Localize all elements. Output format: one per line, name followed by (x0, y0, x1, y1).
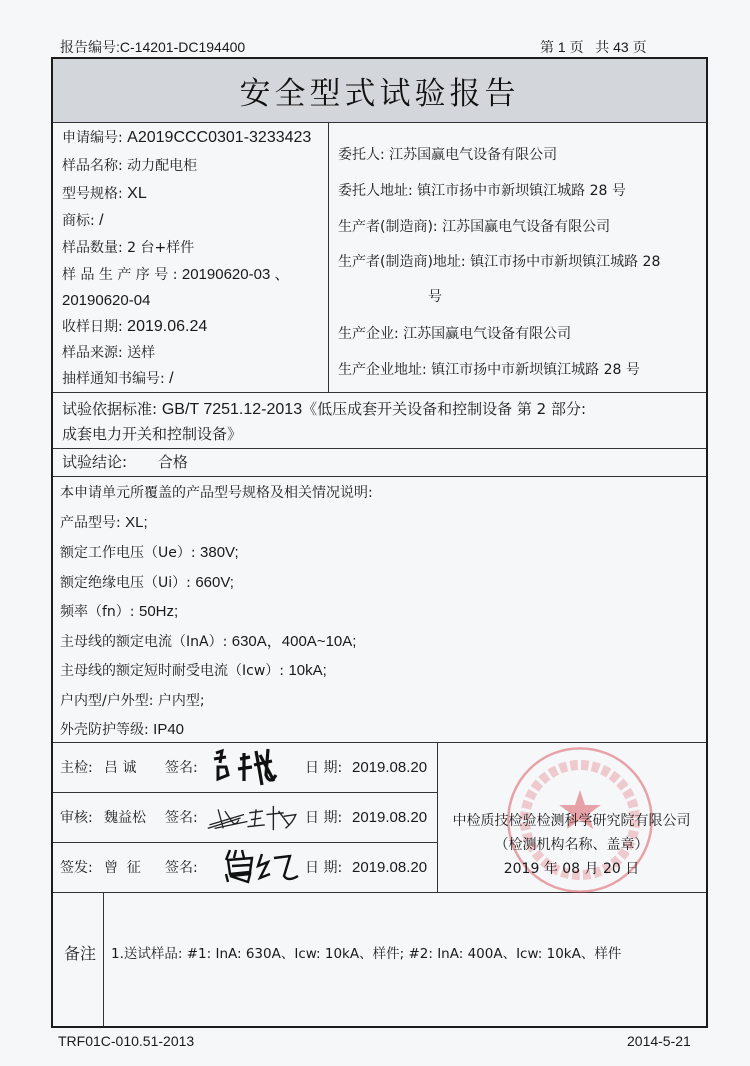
info-row: 申请编号: A2019CCC0301-3233423 (62, 129, 312, 146)
spec-item: 频率（fn）: 50Hz; (60, 603, 179, 620)
sign-label: 签名: (165, 760, 198, 776)
divider (53, 392, 706, 393)
info-row: 型号规格: XL (62, 185, 147, 202)
sign-date: 2019.08.20 (352, 859, 428, 876)
issuer-note: （检测机构名称、盖章） (494, 837, 649, 853)
standard-label: 试验依据标准: (62, 400, 158, 418)
person-name: 吕 诚 (104, 760, 137, 776)
info-row: 20190620-04 (62, 292, 151, 309)
divider (53, 842, 437, 843)
info-row: 号 (428, 289, 442, 305)
conclusion-label: 试验结论: (62, 453, 128, 471)
sign-label: 签名: (165, 860, 198, 876)
spec-item: 额定绝缘电压（Ui）: 660V; (60, 574, 234, 591)
info-row: 样 品 生 产 序 号 : 20190620-03 、 (62, 266, 290, 283)
handwritten-signature (210, 745, 290, 789)
issuer-org: 中检质技检验检测科学研究院有限公司 (452, 813, 691, 829)
divider (53, 448, 706, 449)
page-info: 第 1 页 共 43 页 (540, 39, 647, 55)
spec-item: 外壳防护等级: IP40 (60, 721, 185, 738)
info-row: 商标: / (62, 212, 104, 229)
date-label: 日 期: (305, 810, 343, 826)
spec-item: 额定工作电压（Ue）: 380V; (60, 544, 239, 561)
info-row: 生产者(制造商): 江苏国赢电气设备有限公司 (338, 219, 611, 235)
standard-code: GB/T 7251.12-2013 (161, 401, 303, 418)
remarks-label: 备注 (64, 944, 97, 963)
sign-date: 2019.08.20 (352, 809, 428, 826)
spec-item: 主母线的额定短时耐受电流（Icw）: 10kA; (60, 662, 327, 679)
conclusion-value: 合格 (157, 453, 188, 471)
role-label: 主检: (60, 760, 93, 776)
info-row: 生产企业: 江苏国赢电气设备有限公司 (338, 326, 572, 342)
divider (53, 476, 706, 477)
handwritten-signature (206, 800, 301, 836)
info-row: 样品名称: 动力配电柜 (62, 158, 198, 174)
info-row: 委托人: 江苏国赢电气设备有限公司 (338, 147, 558, 163)
person-name: 曾 征 (104, 860, 141, 876)
info-column-divider (328, 122, 329, 392)
remarks-column-divider (103, 892, 104, 1026)
sign-date: 2019.08.20 (352, 759, 428, 776)
report-title: 安全型式试验报告 (239, 76, 520, 112)
info-row: 样品数量: 2 台+样件 (62, 240, 195, 256)
person-name: 魏益松 (104, 810, 146, 826)
info-row: 抽样通知书编号: / (62, 370, 174, 387)
form-date: 2014-5-21 (627, 1033, 691, 1049)
divider (53, 742, 706, 743)
report-number-value: C-14201-DC194400 (119, 39, 246, 55)
date-label: 日 期: (305, 860, 343, 876)
info-row: 生产者(制造商)地址: 镇江市扬中市新坝镇江城路 28 (338, 254, 661, 270)
divider (53, 792, 437, 793)
spec-item: 主母线的额定电流（InA）: 630A，400A~10A; (60, 633, 357, 650)
report-number (60, 37, 245, 57)
info-row: 收样日期: 2019.06.24 (62, 318, 208, 335)
standard-name-line1: 《低压成套开关设备和控制设备 第 2 部分: (302, 400, 586, 418)
role-label: 签发: (60, 860, 93, 876)
signature-column-divider (437, 742, 438, 892)
info-row: 样品来源: 送样 (62, 345, 156, 361)
test-standard (62, 399, 586, 420)
form-number: TRF01C-010.51-2013 (58, 1033, 195, 1049)
test-conclusion (62, 453, 188, 471)
spec-item: 户内型/户外型: 户内型; (60, 693, 205, 709)
handwritten-signature (222, 846, 302, 888)
description-intro: 本申请单元所覆盖的产品型号规格及相关情况说明: (60, 485, 373, 501)
issuer-date: 2019 年 08 月 20 日 (503, 861, 640, 877)
title-band (53, 59, 706, 123)
spec-item: 产品型号: XL; (60, 514, 148, 531)
info-row: 生产企业地址: 镇江市扬中市新坝镇江城路 28 号 (338, 362, 640, 378)
remarks-text: 1.送试样品: #1: InA: 630A、Icw: 10kA、样件; #2: InA: 400A、Icw: 10kA、样件 (111, 946, 622, 962)
info-row: 委托人地址: 镇江市扬中市新坝镇江城路 28 号 (338, 183, 626, 199)
role-label: 审核: (60, 810, 93, 826)
report-number-label: 报告编号: (60, 39, 120, 55)
standard-name-line2: 成套电力开关和控制设备》 (62, 425, 243, 443)
date-label: 日 期: (305, 760, 343, 776)
sign-label: 签名: (165, 810, 198, 826)
